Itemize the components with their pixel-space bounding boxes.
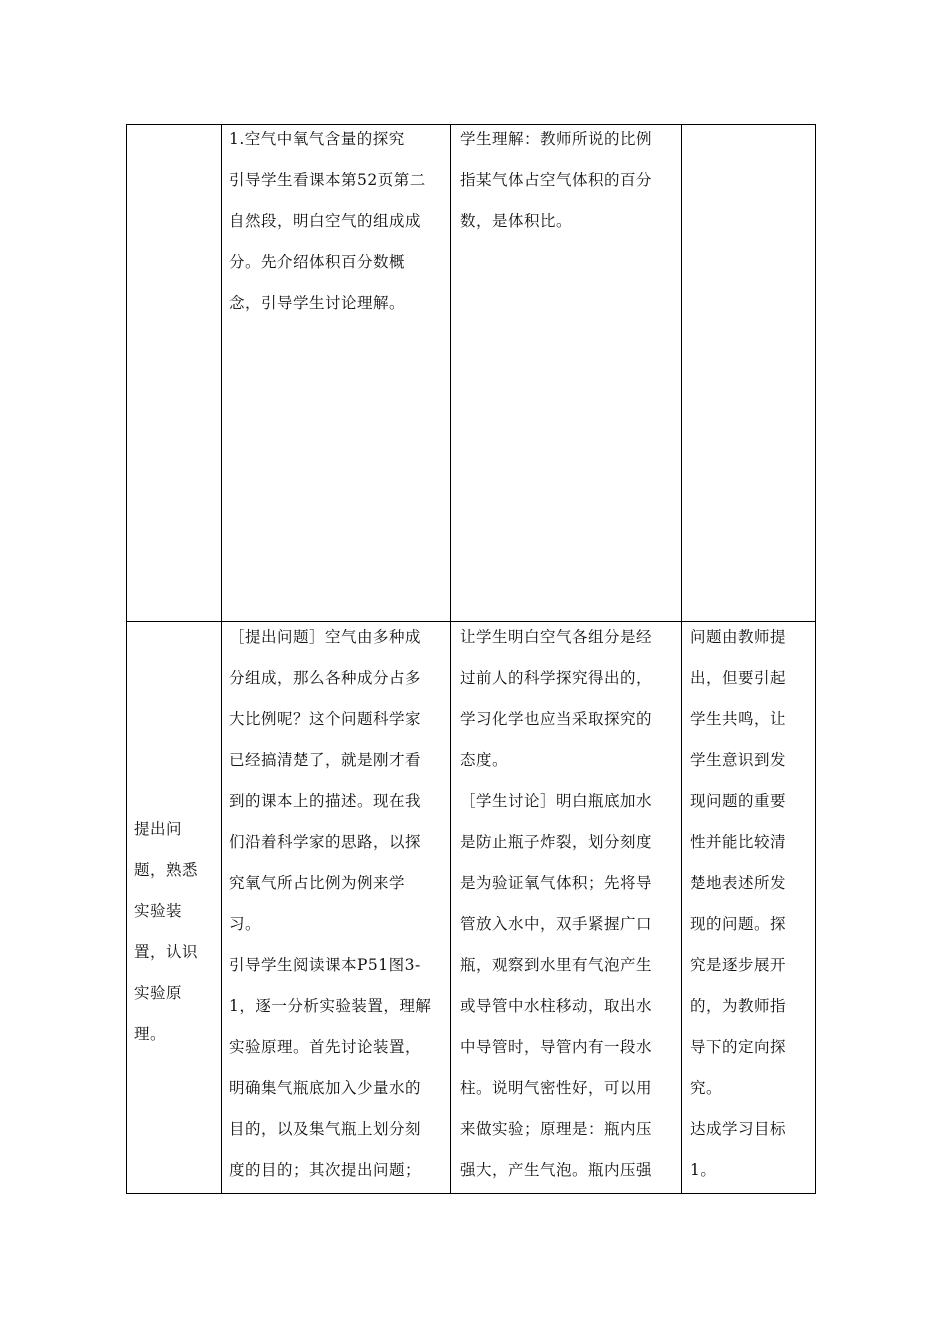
column-divider-1: [221, 124, 222, 1194]
table-border-bottom: [126, 1193, 816, 1194]
cell-text-line: 实验原理。首先讨论装置，: [229, 1038, 422, 1056]
cell-text-line: 楚地表述所发: [690, 874, 787, 892]
cell-text-line: 是防止瓶子炸裂，划分刻度: [460, 833, 653, 851]
cell-text-line: 强大，产生气泡。瓶内压强: [460, 1161, 653, 1179]
cell-text-line: 度的目的；其次提出问题；: [229, 1161, 422, 1179]
cell-text-line: 目的，以及集气瓶上划分刻: [229, 1120, 422, 1138]
cell-text-line: 究是逐步展开: [690, 956, 787, 974]
lesson-plan-table: [126, 124, 816, 1194]
table-border-left: [126, 124, 127, 1194]
row2-design-intent-cell: [690, 617, 814, 1191]
cell-text-line: 或导管中水柱移动，取出水: [460, 997, 653, 1015]
column-divider-3: [681, 124, 682, 1194]
cell-text-line: 1，逐一分析实验装置，理解: [229, 997, 432, 1015]
cell-text-line: 究。: [690, 1079, 723, 1097]
cell-text-line: 们沿着科学家的思路，以探: [229, 833, 422, 851]
cell-text-line: 学生意识到发: [690, 751, 787, 769]
cell-text-line: 明确集气瓶底加入少量水的: [229, 1079, 422, 1097]
cell-text-line: 题，熟悉: [134, 861, 199, 879]
cell-text-line: 实验装: [134, 902, 183, 920]
row2-teacher-activity-cell: [229, 617, 449, 1191]
cell-text-line: 引导学生看课本第52页第二: [229, 171, 426, 189]
row2-student-activity-cell: [460, 617, 680, 1191]
column-divider-2: [450, 124, 451, 1194]
cell-text-line: 问题由教师提: [690, 628, 787, 646]
cell-text-line: 习。: [229, 915, 262, 933]
cell-text-line: 1.空气中氧气含量的探究: [229, 130, 405, 148]
cell-text-line: 出，但要引起: [690, 669, 787, 687]
cell-text-line: 分组成，那么各种成分占多: [229, 669, 422, 687]
cell-text-line: ［学生讨论］明白瓶底加水: [460, 792, 653, 810]
cell-text-line: 态度。: [460, 751, 509, 769]
cell-text-line: 是为验证氧气体积；先将导: [460, 874, 653, 892]
cell-text-line: 现问题的重要: [690, 792, 787, 810]
cell-text-line: 柱。说明气密性好，可以用: [460, 1079, 653, 1097]
cell-text-line: 分。先介绍体积百分数概: [229, 253, 406, 271]
cell-text-line: 导下的定向探: [690, 1038, 787, 1056]
cell-text-line: 引导学生阅读课本P51图3-: [229, 956, 421, 974]
cell-text-line: 究氧气所占比例为例来学: [229, 874, 406, 892]
cell-text-line: 到的课本上的描述。现在我: [229, 792, 422, 810]
cell-text-line: 让学生明白空气各组分是经: [460, 628, 653, 646]
cell-text-line: 念，引导学生讨论理解。: [229, 294, 406, 312]
cell-text-line: 数，是体积比。: [460, 212, 573, 230]
cell-text-line: 自然段，明白空气的组成成: [229, 212, 422, 230]
cell-text-line: 理。: [134, 1025, 167, 1043]
cell-text-line: 学生理解：教师所说的比例: [460, 130, 653, 148]
cell-text-line: 过前人的科学探究得出的，: [460, 669, 653, 687]
cell-text-line: 中导管时，导管内有一段水: [460, 1038, 653, 1056]
cell-text-line: ［提出问题］空气由多种成: [229, 628, 422, 646]
table-border-right: [815, 124, 816, 1194]
cell-text-line: 学习化学也应当采取探究的: [460, 710, 653, 728]
cell-text-line: 达成学习目标: [690, 1120, 787, 1138]
cell-text-line: 的，为教师指: [690, 997, 787, 1015]
cell-text-line: 提出问: [134, 820, 183, 838]
row1-student-activity-cell: [460, 119, 680, 242]
cell-text-line: 已经搞清楚了，就是刚才看: [229, 751, 422, 769]
cell-text-line: 1。: [690, 1161, 717, 1179]
cell-text-line: 瓶，观察到水里有气泡产生: [460, 956, 653, 974]
cell-text-line: 学生共鸣，让: [690, 710, 787, 728]
cell-text-line: 指某气体占空气体积的百分: [460, 171, 653, 189]
cell-text-line: 管放入水中，双手紧握广口: [460, 915, 653, 933]
row2-stage-cell: [134, 809, 220, 1055]
cell-text-line: 置，认识: [134, 943, 199, 961]
cell-text-line: 性并能比较清: [690, 833, 787, 851]
cell-text-line: 现的问题。探: [690, 915, 787, 933]
cell-text-line: 大比例呢？这个问题科学家: [229, 710, 422, 728]
row1-teacher-activity-cell: [229, 119, 449, 324]
cell-text-line: 实验原: [134, 984, 183, 1002]
cell-text-line: 来做实验；原理是：瓶内压: [460, 1120, 653, 1138]
